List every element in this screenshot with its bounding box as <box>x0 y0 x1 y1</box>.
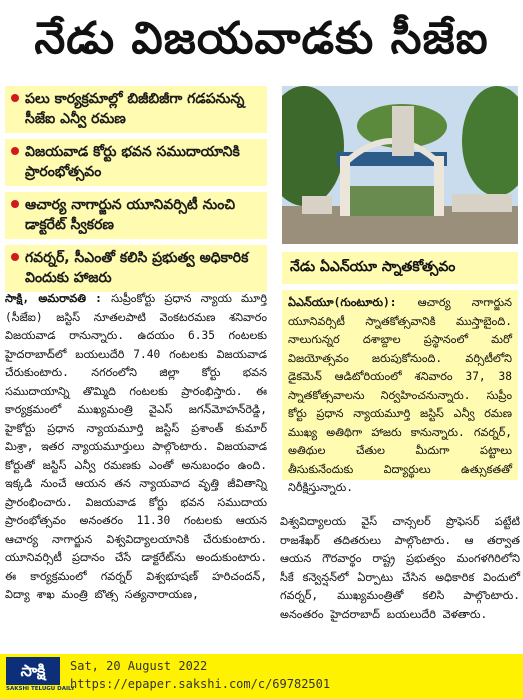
convocation-box <box>282 290 518 494</box>
bullet-text: ఆచార్య నాగార్జున యూనివర్సిటీ నుంచి డాక్టరేట్ స్వీకరణ <box>25 197 236 233</box>
footer-bar <box>0 654 523 699</box>
bullet-dot-icon <box>11 94 19 102</box>
bullet-dot-icon <box>11 200 19 208</box>
logo-wordmark: సాక్షి <box>6 657 60 685</box>
edition-url[interactable]: https://epaper.sakshi.com/c/69782501 <box>70 677 331 691</box>
box-dateline: ఏఎన్‌యూ(గుంటూరు): <box>288 296 397 309</box>
edition-date: Sat, 20 August 2022 <box>70 659 208 673</box>
article-left-column <box>5 290 267 605</box>
bullet-dot-icon <box>11 147 19 155</box>
bullet-text: విజయవాడ కోర్టు భవన సముదాయానికి ప్రారంభోత్సవం <box>25 144 240 180</box>
bullet-text: పలు కార్యక్రమాల్లో బిజీబిజీగా గడపనున్న సీజేఐ ఎన్వీ రమణ <box>25 91 245 127</box>
headline: నేడు విజయవాడకు సీజేఐ <box>34 13 489 64</box>
logo-subtitle: SAKSHI TELUGU DAILY <box>6 686 75 692</box>
bullet-item <box>5 192 267 239</box>
article-dateline: సాక్షి, అమరావతి : <box>5 292 102 305</box>
sakshi-logo <box>6 657 75 695</box>
bullet-dot-icon <box>11 253 19 261</box>
box-body: ఆచార్య నాగార్జున యూనివర్సిటీ స్నాతకోత్సవానికి ముస్తాబైంది. నాలుగున్నర దశాబ్దాల ప్రస్థానంలో మరో విజయోత్సవం జరుపుకోనుంది. వర్సిటీలోని డైకమెన్ ఆడిటోరియంలో శనివారం 37, 38 స్నాతకోత్సవాలను నిర్వహించనున్నారు. సుప్రీం కోర్టు ప్రధాన న్యాయమూర్తి జస్టిస్ ఎన్వీ రమణ ముఖ్య అతిథిగా హాజరు కానున్నారు. గవర్నర్, అతిథుల చేతుల మీదుగా పట్టాలు తీసుకునేందుకు విద్యార్థులు ఉత్సుకతతో నిరీక్షిస్తున్నారు. <box>288 296 512 494</box>
article-continuation: విశ్వవిద్యాలయ వైస్ చాన్సలర్ ప్రొఫెసర్ పట్టేటి రాజశేఖర్ తదితరులు పాల్గొంటారు. ఆ తర్వాత ఆయన గౌరవార్థం రాష్ట్ర ప్రభుత్వం మంగళగిరిలోని సీకే కన్వెన్షన్‌లో ఏర్పాటు చేసిన అధికారిక విందులో గవర్నర్, ముఖ్యమంత్రితో కలిసి పాల్గొంటారు. అనంతరం హైదరాబాద్ బయలుదేరి వెళతారు. <box>280 515 520 621</box>
university-gate-photo <box>282 86 518 244</box>
bullet-text: గవర్నర్, సీఎంతో కలిసి ప్రభుత్వ అధికారిక విందుకు హాజరు <box>25 250 249 286</box>
highlight-bullets <box>5 86 267 298</box>
article-right-column <box>280 513 520 624</box>
bullet-item <box>5 139 267 186</box>
bullet-item <box>5 86 267 133</box>
article-body: సుప్రీంకోర్టు ప్రధాన న్యాయ మూర్తి (సీజేఐ) జస్టిస్ నూతలపాటి వెంకటరమణ శనివారం విజయవాడ రానున్నారు. ఉదయం 6.35 గంటలకు హైదరాబాద్‌లో బయలుదేరి 7.40 గంటలకు విజయవాడ చేరుకుంటారు. నగరంలోని జిల్లా కోర్టు భవన సముదాయాన్ని తొమ్మిది గంటలకు ప్రారంభిస్తారు. ఈ కార్యక్రమంలో ముఖ్యమంత్రి వైఎస్ జగన్‌మోహన్‌రెడ్డి, హైకోర్టు ప్రధాన న్యాయమూర్తి జస్టిస్ ప్రశాంత్ కుమార్ మిశ్రా, ఇతర న్యాయమూర్తులు పాల్గొంటారు. విజయవాడ కోర్టుతో జస్టిస్ ఎన్వీ రమణకు ఎంతో అనుబంధం ఉంది. ఇక్కడి నుంచే ఆయన తన న్యాయవాద వృత్తి జీవితాన్ని ప్రారంభించారు. విజయవాడ కోర్టు భవన సముదాయ ప్రారంభోత్సవం అనంతరం 11.30 గంటలకు ఆయన ఆచార్య నాగార్జున విశ్వవిద్యాలయానికి చేరుకుంటారు. యూనివర్సిటీ ప్రదానం చేసే డాక్టరేట్‌ను అందుకుంటారు. ఈ కార్యక్రమంలో గవర్నర్ విశ్వభూషణ్ హరిచందన్, విద్యా శాఖ మంత్రి బొత్స సత్యనారాయణ, <box>5 292 267 601</box>
photo-caption: నేడు ఏఎన్‌యూ స్నాతకోత్సవం <box>282 252 518 284</box>
bullet-item <box>5 245 267 292</box>
